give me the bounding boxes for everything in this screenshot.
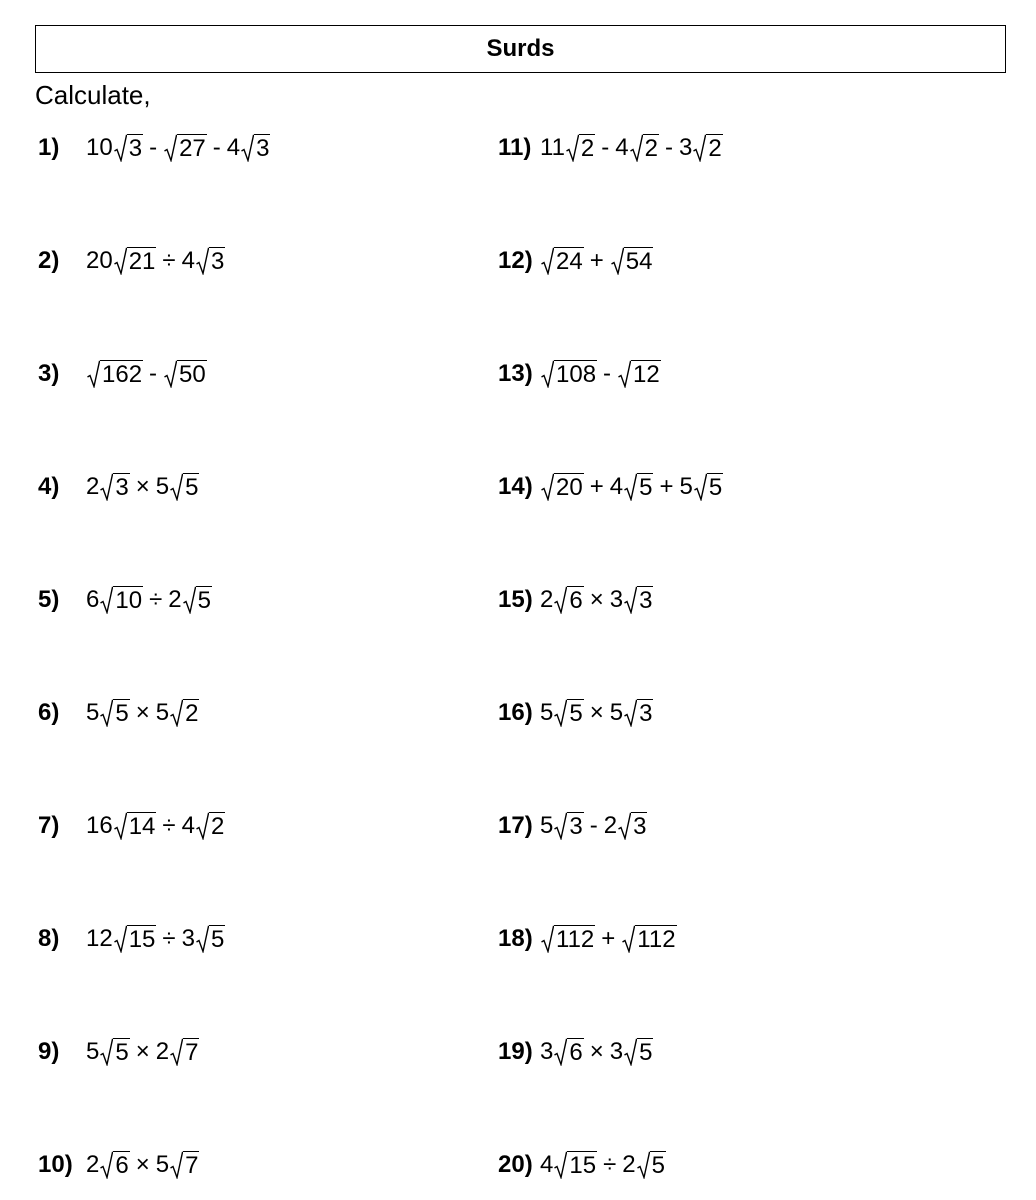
radicand: 5: [210, 926, 225, 953]
radicand: 5: [115, 1039, 129, 1066]
radical-sign-icon: [630, 134, 643, 162]
square-root: [617, 812, 647, 840]
square-root: [195, 812, 225, 840]
surd-term: [621, 925, 676, 953]
square-root: [99, 586, 143, 614]
problem-expression: [540, 699, 653, 727]
operator: ×: [135, 473, 150, 500]
radical-sign-icon: [170, 699, 183, 727]
problem-number: 3): [38, 360, 60, 387]
coefficient: 20: [86, 247, 113, 274]
problem-number: 12): [498, 247, 533, 274]
radical-sign-icon: [554, 699, 567, 727]
coefficient: 4: [615, 134, 629, 161]
problem-expression: [86, 812, 225, 840]
square-root: [540, 247, 584, 275]
surd-term: [182, 925, 226, 953]
surd-term: [163, 134, 207, 162]
problem-expression: [86, 473, 199, 501]
radical-sign-icon: [170, 1151, 183, 1179]
problem-item: [38, 800, 225, 840]
coefficient: 2: [168, 586, 182, 613]
operator: ×: [135, 1151, 150, 1178]
square-root: [113, 134, 143, 162]
surd-term: [617, 360, 661, 388]
operator: ÷: [162, 247, 176, 274]
problem-expression: [86, 1151, 199, 1179]
operator: -: [665, 134, 673, 161]
radicand: 3: [639, 700, 653, 727]
square-root: [629, 134, 659, 162]
radicand: 3: [128, 135, 143, 162]
problem-expression: [86, 247, 225, 275]
problem-number: 7): [38, 812, 60, 839]
operator: ×: [135, 1038, 150, 1065]
coefficient: 6: [86, 586, 100, 613]
radicand: 2: [580, 135, 595, 162]
operator: +: [659, 473, 674, 500]
square-root: [692, 134, 722, 162]
problem-number: 20): [498, 1151, 533, 1178]
radical-sign-icon: [622, 925, 635, 953]
radical-sign-icon: [624, 473, 637, 501]
radicand: 5: [185, 474, 199, 501]
square-root: [553, 699, 583, 727]
square-root: [99, 699, 129, 727]
square-root: [553, 1151, 597, 1179]
radical-sign-icon: [541, 360, 554, 388]
radicand: 3: [639, 587, 653, 614]
coefficient: 5: [86, 1038, 100, 1065]
radical-sign-icon: [114, 925, 127, 953]
surd-term: [540, 699, 584, 727]
radicand: 3: [256, 135, 270, 162]
radicand: 112: [556, 926, 595, 953]
surd-term: [540, 1151, 597, 1179]
coefficient: 2: [155, 1038, 170, 1065]
operator: -: [149, 360, 158, 387]
radicand: 5: [651, 1152, 665, 1179]
square-root: [195, 925, 225, 953]
radical-sign-icon: [554, 586, 567, 614]
square-root: [623, 699, 653, 727]
radical-sign-icon: [196, 925, 209, 953]
surd-term: [540, 247, 584, 275]
radical-sign-icon: [164, 134, 177, 162]
square-root: [240, 134, 270, 162]
coefficient: 5: [609, 699, 624, 726]
surd-term: [156, 473, 200, 501]
radical-sign-icon: [100, 699, 113, 727]
problem-expression: [540, 473, 723, 501]
problem-number: 6): [38, 699, 60, 726]
radical-sign-icon: [618, 360, 631, 388]
radical-sign-icon: [164, 360, 177, 388]
surd-term: [540, 812, 584, 840]
square-root: [163, 360, 207, 388]
square-root: [99, 473, 129, 501]
radicand: 5: [639, 1039, 653, 1066]
problem-item: [38, 574, 212, 614]
radicand: 3: [569, 813, 583, 840]
radicand: 27: [179, 135, 206, 162]
problem-expression: [86, 360, 207, 388]
problem-number: 4): [38, 473, 60, 500]
surd-term: [540, 360, 597, 388]
operator: ×: [589, 1038, 604, 1065]
coefficient: 5: [86, 699, 100, 726]
radicand: 7: [185, 1152, 199, 1179]
square-root: [113, 812, 157, 840]
radicand: 2: [210, 813, 225, 840]
problem-item: [498, 348, 661, 388]
radical-sign-icon: [541, 473, 554, 501]
square-root: [540, 925, 595, 953]
square-root: [195, 247, 225, 275]
surd-term: [604, 812, 648, 840]
operator: -: [589, 812, 598, 839]
problem-expression: [540, 586, 653, 614]
surd-term: [610, 586, 654, 614]
square-root: [540, 473, 584, 501]
problem-expression: [86, 1038, 199, 1066]
radicand: 5: [639, 474, 653, 501]
surd-term: [615, 134, 659, 162]
square-root: [617, 360, 661, 388]
problem-number: 2): [38, 247, 60, 274]
radicand: 12: [633, 361, 660, 388]
square-root: [169, 473, 199, 501]
radical-sign-icon: [196, 812, 209, 840]
problem-item: [498, 122, 723, 162]
coefficient: 3: [609, 1038, 624, 1065]
surd-term: [86, 247, 156, 275]
radicand: 54: [625, 248, 653, 275]
problem-number: 16): [498, 699, 533, 726]
problem-expression: [540, 360, 661, 388]
radicand: 7: [185, 1039, 199, 1066]
square-root: [553, 1038, 583, 1066]
problem-number: 13): [498, 360, 533, 387]
coefficient: 4: [609, 473, 624, 500]
surd-term: [182, 812, 226, 840]
operator: -: [212, 134, 221, 161]
operator: +: [601, 925, 616, 952]
coefficient: 3: [609, 586, 624, 613]
operator: +: [589, 247, 604, 274]
radical-sign-icon: [100, 473, 113, 501]
radical-sign-icon: [541, 925, 554, 953]
instruction-text: Calculate,: [35, 80, 151, 110]
surd-term: [86, 360, 143, 388]
surd-term: [227, 134, 271, 162]
surd-term: [540, 134, 595, 162]
surd-term: [156, 1151, 200, 1179]
square-root: [99, 1151, 129, 1179]
operator: ÷: [603, 1151, 617, 1178]
problem-item: [498, 1139, 666, 1179]
problem-expression: [540, 247, 653, 275]
square-root: [636, 1151, 666, 1179]
square-root: [693, 473, 723, 501]
operator: -: [149, 134, 158, 161]
radicand: 20: [556, 474, 583, 501]
operator: -: [601, 134, 610, 161]
coefficient: 12: [86, 925, 113, 952]
surd-term: [540, 925, 595, 953]
radical-sign-icon: [170, 1038, 183, 1066]
radical-sign-icon: [541, 247, 554, 275]
radical-sign-icon: [196, 247, 209, 275]
coefficient: 5: [155, 1151, 170, 1178]
problem-number: 9): [38, 1038, 60, 1065]
radicand: 15: [569, 1152, 597, 1179]
surd-term: [86, 699, 130, 727]
problem-expression: [540, 134, 723, 162]
problem-number: 5): [38, 586, 60, 613]
problem-number: 17): [498, 812, 533, 839]
coefficient: 5: [540, 812, 554, 839]
radicand: 15: [128, 926, 156, 953]
surd-term: [156, 1038, 200, 1066]
radicand: 3: [210, 248, 225, 275]
problem-item: [38, 913, 225, 953]
radicand: 6: [569, 1039, 583, 1066]
radical-sign-icon: [87, 360, 100, 388]
surd-term: [163, 360, 207, 388]
problem-number: 11): [498, 134, 532, 161]
radicand: 6: [115, 1152, 129, 1179]
radical-sign-icon: [637, 1151, 650, 1179]
problem-item: [38, 348, 207, 388]
coefficient: 4: [181, 247, 195, 274]
radical-sign-icon: [170, 473, 183, 501]
coefficient: 4: [181, 812, 195, 839]
square-root: [610, 247, 654, 275]
square-root: [565, 134, 595, 162]
radicand: 14: [128, 813, 156, 840]
problem-expression: [540, 1038, 653, 1066]
problem-expression: [540, 1151, 666, 1179]
radicand: 24: [556, 248, 583, 275]
square-root: [113, 247, 157, 275]
radicand: 21: [128, 248, 156, 275]
operator: ×: [589, 699, 604, 726]
operator: ÷: [149, 586, 163, 613]
problem-expression: [540, 812, 647, 840]
square-root: [553, 812, 583, 840]
coefficient: 11: [540, 134, 565, 161]
problem-expression: [540, 925, 677, 953]
surd-term: [540, 1038, 584, 1066]
radical-sign-icon: [693, 134, 706, 162]
coefficient: 4: [540, 1151, 554, 1178]
operator: ×: [135, 699, 150, 726]
radicand: 2: [185, 700, 199, 727]
square-root: [169, 1151, 199, 1179]
surd-term: [610, 247, 654, 275]
problem-number: 10): [38, 1151, 73, 1178]
radical-sign-icon: [618, 812, 631, 840]
coefficient: 5: [679, 473, 693, 500]
problem-item: [38, 235, 225, 275]
radicand: 5: [197, 587, 211, 614]
square-root: [163, 134, 207, 162]
radicand: 162: [102, 361, 143, 388]
coefficient: 5: [155, 473, 170, 500]
coefficient: 10: [86, 134, 113, 161]
coefficient: 4: [226, 134, 241, 161]
coefficient: 3: [540, 1038, 554, 1065]
operator: ÷: [162, 812, 176, 839]
worksheet-title: Surds: [486, 35, 555, 62]
problem-item: [38, 461, 199, 501]
radical-sign-icon: [694, 473, 707, 501]
surd-term: [182, 247, 226, 275]
operator: ×: [589, 586, 604, 613]
square-root: [169, 699, 199, 727]
problem-item: [498, 235, 653, 275]
problem-item: [498, 461, 723, 501]
coefficient: 2: [86, 1151, 100, 1178]
operator: -: [603, 360, 612, 387]
radicand: 5: [708, 474, 723, 501]
radicand: 50: [179, 361, 206, 388]
coefficient: 5: [540, 699, 554, 726]
problem-expression: [86, 134, 270, 162]
square-root: [553, 586, 583, 614]
radical-sign-icon: [611, 247, 624, 275]
problem-item: [498, 800, 647, 840]
coefficient: 3: [181, 925, 195, 952]
problem-expression: [86, 586, 212, 614]
problem-number: 15): [498, 586, 533, 613]
surd-term: [86, 1151, 130, 1179]
coefficient: 5: [155, 699, 170, 726]
radicand: 5: [115, 700, 129, 727]
problem-expression: [86, 925, 225, 953]
square-root: [540, 360, 597, 388]
radicand: 2: [644, 135, 658, 162]
problem-item: [38, 1026, 199, 1066]
radicand: 6: [569, 587, 583, 614]
radical-sign-icon: [624, 1038, 637, 1066]
surd-term: [156, 699, 200, 727]
surd-term: [610, 699, 654, 727]
radical-sign-icon: [554, 812, 567, 840]
square-root: [86, 360, 143, 388]
surd-term: [679, 134, 723, 162]
radical-sign-icon: [114, 134, 127, 162]
operator: +: [589, 473, 604, 500]
radical-sign-icon: [554, 1151, 567, 1179]
square-root: [623, 586, 653, 614]
surd-term: [86, 473, 130, 501]
radicand: 2: [708, 135, 722, 162]
problem-number: 8): [38, 925, 60, 952]
coefficient: 3: [679, 134, 693, 161]
square-root: [623, 473, 653, 501]
radical-sign-icon: [554, 1038, 567, 1066]
square-root: [99, 1038, 129, 1066]
surd-term: [610, 473, 654, 501]
radical-sign-icon: [114, 247, 127, 275]
radicand: 3: [115, 474, 129, 501]
square-root: [182, 586, 212, 614]
problem-item: [498, 687, 653, 727]
square-root: [623, 1038, 653, 1066]
radical-sign-icon: [100, 1038, 113, 1066]
coefficient: 2: [622, 1151, 636, 1178]
square-root: [169, 1038, 199, 1066]
problem-number: 19): [498, 1038, 533, 1065]
problem-item: [498, 1026, 653, 1066]
surd-term: [168, 586, 212, 614]
radical-sign-icon: [114, 812, 127, 840]
radicand: 3: [633, 813, 647, 840]
surd-term: [540, 586, 584, 614]
coefficient: 2: [86, 473, 100, 500]
surd-term: [86, 925, 156, 953]
coefficient: 2: [603, 812, 618, 839]
surd-term: [86, 812, 156, 840]
radicand: 112: [637, 926, 676, 953]
problem-item: [498, 913, 677, 953]
worksheet-title-box: [35, 25, 1006, 73]
radical-sign-icon: [624, 586, 637, 614]
coefficient: 16: [86, 812, 113, 839]
radical-sign-icon: [183, 586, 196, 614]
problem-expression: [86, 699, 199, 727]
radical-sign-icon: [624, 699, 637, 727]
problem-number: 14): [498, 473, 533, 500]
operator: ÷: [162, 925, 176, 952]
surd-term: [86, 134, 143, 162]
surd-term: [86, 586, 143, 614]
problem-number: 1): [38, 134, 60, 161]
surd-term: [679, 473, 723, 501]
radicand: 5: [569, 700, 583, 727]
radical-sign-icon: [100, 586, 113, 614]
surd-term: [86, 1038, 130, 1066]
problem-number: 18): [498, 925, 533, 952]
problem-item: [498, 574, 653, 614]
problem-item: [38, 687, 199, 727]
radical-sign-icon: [241, 134, 254, 162]
problem-item: [38, 1139, 199, 1179]
surd-term: [610, 1038, 654, 1066]
surd-term: [622, 1151, 666, 1179]
coefficient: 2: [540, 586, 554, 613]
square-root: [621, 925, 676, 953]
square-root: [113, 925, 157, 953]
surd-term: [540, 473, 584, 501]
radical-sign-icon: [100, 1151, 113, 1179]
problem-item: [38, 122, 270, 162]
radicand: 108: [556, 361, 597, 388]
radicand: 10: [115, 587, 143, 614]
radical-sign-icon: [566, 134, 579, 162]
